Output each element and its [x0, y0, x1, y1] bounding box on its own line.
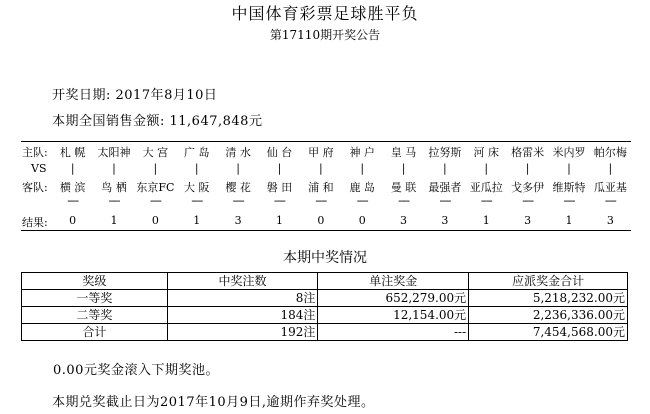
- draw-date: 开奖日期: 2017年8月10日: [52, 88, 218, 103]
- home-team: 广 岛: [184, 146, 210, 158]
- sales-amount: 本期全国销售金额: 11,647,848元: [52, 114, 263, 129]
- vs-divider: |: [236, 162, 240, 175]
- home-team: 格雷米: [511, 146, 545, 158]
- home-team: 清 水: [225, 146, 251, 158]
- match-result: 3: [234, 214, 242, 227]
- home-team-row: [21, 144, 631, 158]
- rollover-note: 0.00元奖金滚入下期奖池。: [53, 363, 219, 378]
- winner-count: 184注: [167, 307, 318, 324]
- unit-prize: ---: [318, 324, 469, 341]
- home-team: 帕尔梅: [593, 146, 627, 158]
- dash-separator: ----: [315, 194, 327, 207]
- vs-divider: |: [277, 162, 282, 175]
- match-result: 1: [275, 214, 283, 227]
- vs-divider: |: [608, 162, 613, 175]
- prize-level: 合计: [22, 324, 168, 341]
- away-team-row: [21, 179, 631, 193]
- vs-label: VS: [31, 162, 47, 175]
- page-title: 中国体育彩票足球胜平负: [231, 4, 419, 23]
- dash-separator: ----: [274, 194, 285, 207]
- match-result: 0: [317, 214, 325, 227]
- prize-section-title: 本期中奖情况: [283, 250, 367, 266]
- away-team: 最强者: [428, 181, 462, 193]
- table-row: [22, 324, 628, 341]
- prize-level: 二等奖: [22, 307, 168, 324]
- away-team: 瓜亚基: [593, 181, 627, 193]
- away-team: 鸟 栖: [101, 181, 127, 193]
- home-team: 太阳神: [97, 146, 131, 158]
- result-label: 结果:: [22, 216, 48, 229]
- away-team: 戈多伊: [511, 181, 545, 193]
- dash-row: [21, 194, 631, 208]
- total-prize: 7,454,568.00元: [469, 324, 628, 341]
- match-result: 1: [193, 214, 201, 227]
- vs-divider: |: [318, 162, 323, 175]
- dash-separator: ----: [191, 194, 203, 207]
- home-label: 主队:: [22, 146, 48, 159]
- col-header-total: 应派奖金合计: [469, 273, 628, 290]
- vs-divider: |: [112, 162, 116, 175]
- prize-header-row: [22, 273, 628, 290]
- dash-separator: ----: [67, 194, 79, 207]
- winner-count: 8注: [167, 290, 318, 307]
- home-team: 札 幌: [59, 146, 86, 158]
- dash-separator: ----: [563, 194, 575, 207]
- table-row: [22, 307, 628, 324]
- away-team: 东京FC: [136, 181, 175, 193]
- vs-divider: |: [70, 162, 75, 175]
- home-team: 皇 马: [390, 146, 417, 158]
- vs-divider: |: [194, 162, 199, 175]
- dash-separator: ----: [604, 194, 616, 207]
- match-result: 3: [524, 214, 532, 227]
- home-team: 仙 台: [266, 146, 293, 158]
- match-result: 3: [400, 214, 408, 227]
- match-result: 1: [482, 214, 490, 227]
- match-result: 0: [69, 214, 77, 227]
- prize-table: [21, 272, 628, 341]
- vs-divider: |: [360, 162, 365, 175]
- dash-separator: ----: [108, 194, 120, 207]
- away-team: 樱 花: [225, 181, 251, 193]
- col-header-unit-prize: 单注奖金: [318, 273, 469, 290]
- vs-divider: |: [153, 162, 158, 175]
- away-label: 客队:: [22, 181, 48, 194]
- away-team: 曼 联: [390, 181, 417, 193]
- match-result: 3: [606, 214, 614, 227]
- dash-separator: ----: [522, 194, 534, 207]
- vs-divider: |: [484, 162, 489, 175]
- dash-separator: ----: [439, 194, 451, 207]
- result-row: [21, 214, 631, 228]
- col-header-count: 中奖注数: [167, 273, 318, 290]
- home-team: 大 宫: [142, 146, 169, 158]
- away-team: 维斯特: [552, 181, 586, 193]
- away-team: 鹿 岛: [349, 181, 375, 193]
- match-result: 1: [110, 214, 118, 227]
- dash-separator: ----: [356, 194, 368, 207]
- home-team: 河 床: [473, 146, 500, 158]
- match-result: 0: [358, 214, 366, 227]
- vs-divider: |: [567, 162, 571, 175]
- away-team: 横 滨: [59, 181, 86, 193]
- away-team: 浦 和: [308, 181, 334, 193]
- match-result: 1: [565, 214, 573, 227]
- deadline-note: 本期兑奖截止日为2017年10月9日,逾期作弃奖处理。: [52, 395, 375, 410]
- issue-subtitle: 第17110期开奖公告: [269, 28, 381, 42]
- col-header-level: 奖级: [22, 273, 168, 290]
- away-team: 磐 田: [266, 181, 293, 193]
- away-team: 亚瓜拉: [469, 181, 503, 193]
- unit-prize: 12,154.00元: [318, 307, 469, 324]
- total-prize: 2,236,336.00元: [469, 307, 628, 324]
- away-team: 大 阪: [184, 181, 210, 193]
- match-result: 0: [151, 214, 159, 227]
- vs-divider: |: [525, 162, 530, 175]
- home-team: 米内罗: [552, 146, 586, 158]
- vs-divider: |: [401, 162, 406, 175]
- match-grid: [21, 141, 631, 231]
- total-prize: 5,218,232.00元: [469, 290, 628, 307]
- dash-separator: ----: [149, 194, 161, 207]
- home-team: 甲 府: [308, 146, 334, 158]
- unit-prize: 652,279.00元: [318, 290, 469, 307]
- home-team: 神 户: [349, 146, 375, 158]
- vs-divider: |: [443, 162, 447, 175]
- table-row: [22, 290, 628, 307]
- dash-separator: ----: [232, 194, 244, 207]
- dash-separator: ----: [480, 194, 492, 207]
- prize-level: 一等奖: [22, 290, 168, 307]
- match-result: 3: [441, 214, 449, 227]
- vs-row: [21, 162, 631, 176]
- home-team: 拉努斯: [428, 146, 462, 158]
- dash-separator: ----: [398, 194, 409, 207]
- winner-count: 192注: [167, 324, 318, 341]
